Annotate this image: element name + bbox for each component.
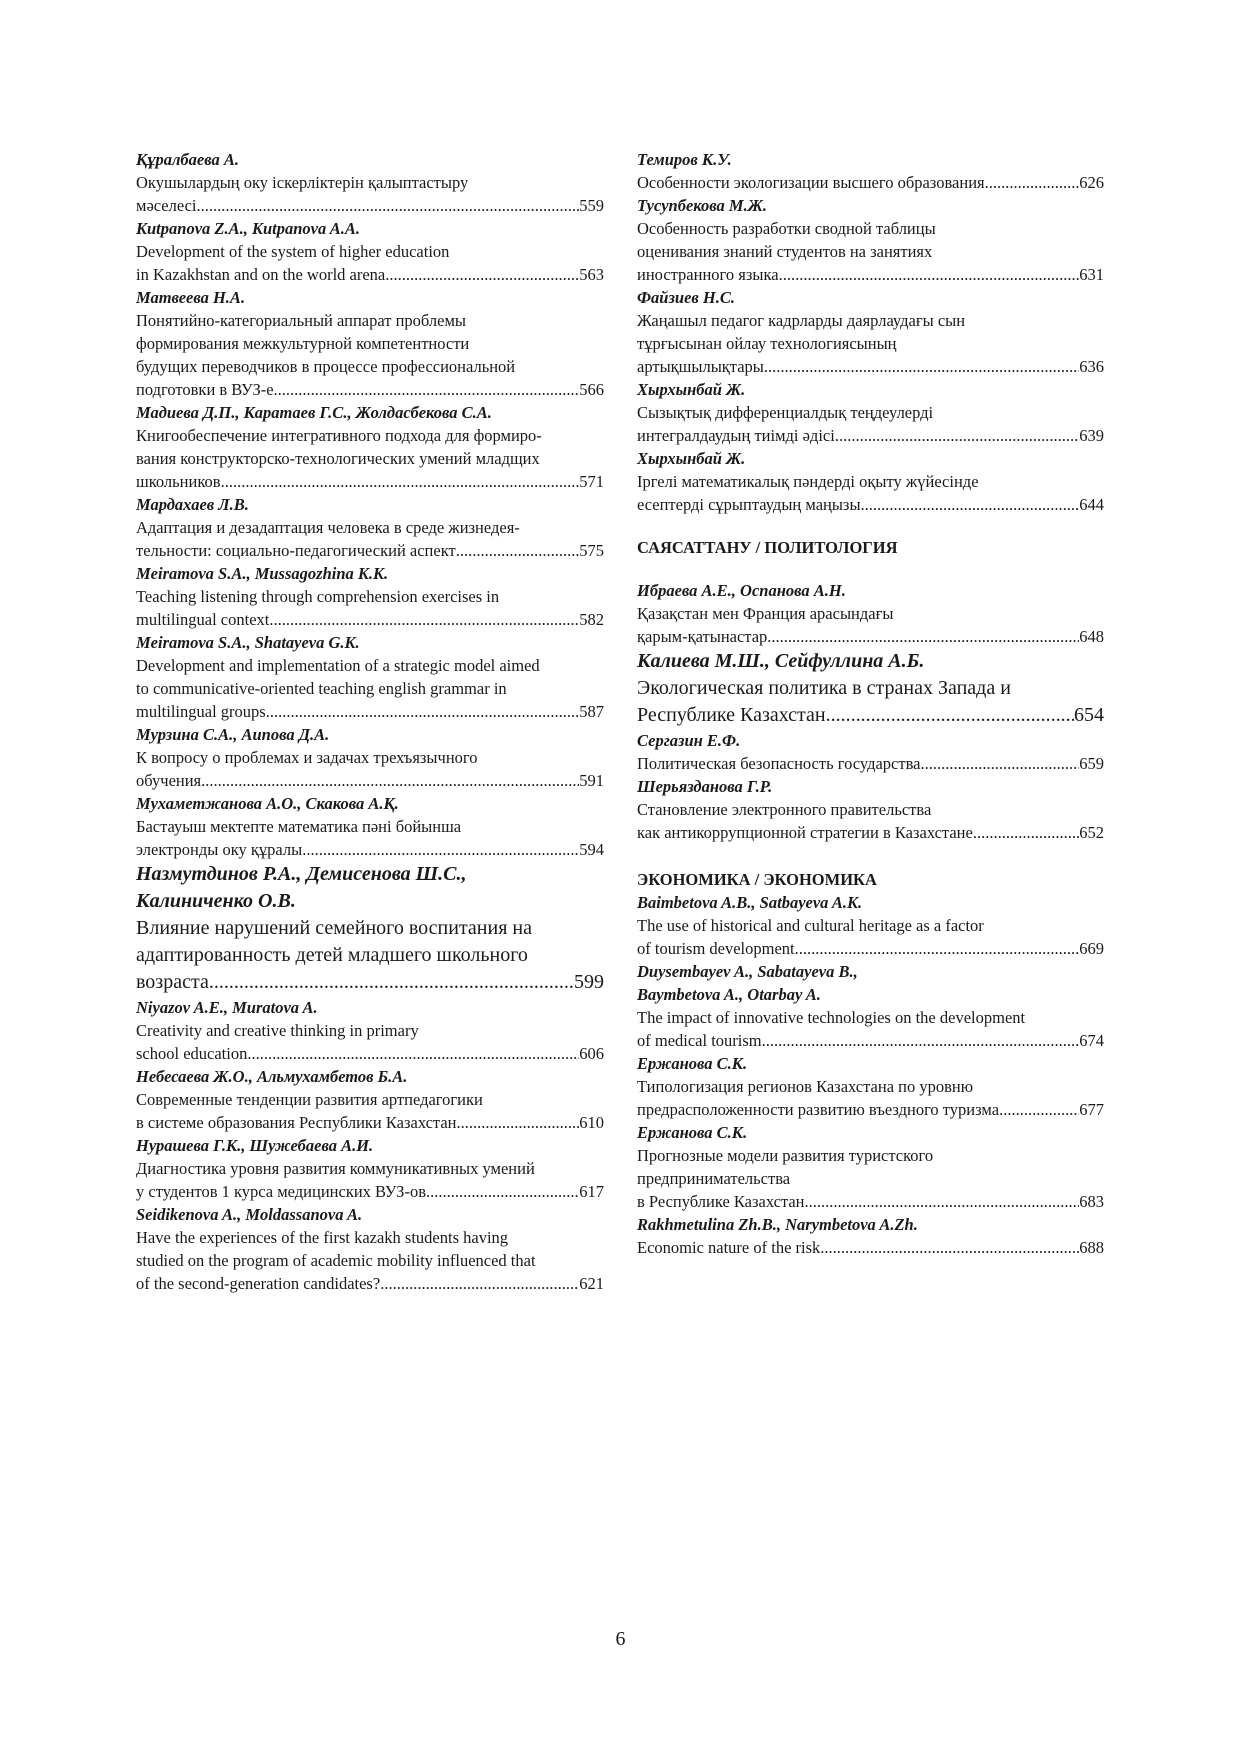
entry-page-number: 644 (1079, 495, 1104, 514)
toc-entry (637, 148, 1104, 194)
entry-title-line: multilingual context (136, 610, 270, 629)
toc-entry (136, 286, 604, 401)
dot-leader (795, 937, 1080, 960)
entry-page-number: 636 (1079, 357, 1104, 376)
entry-authors: Seidikenova A., Moldassanova A. (136, 1205, 363, 1224)
entry-page-number: 610 (579, 1113, 604, 1132)
entry-title-line: Economic nature of the risk (637, 1238, 821, 1257)
entry-page-number: 677 (1079, 1100, 1104, 1119)
entry-page-number: 688 (1079, 1238, 1104, 1257)
entry-title-line: тұрғысынан ойлау технологиясының (637, 334, 897, 353)
entry-authors: Шерьязданова Г.Р. (637, 777, 773, 796)
entry-title-last-line (136, 263, 604, 286)
entry-title-line: интегралдаудың тиімді әдісі (637, 426, 835, 445)
entry-title-line: подготовки в ВУЗ-е (136, 380, 274, 399)
entry-authors: Baimbetova A.B., Satbayeva A.K. (637, 893, 863, 912)
entry-title-line: Teaching listening through comprehension exercises in (136, 587, 500, 606)
entry-authors: Калиева М.Ш., Сейфуллина А.Б. (637, 650, 925, 672)
entry-authors: Құралбаева А. (136, 150, 239, 169)
dot-leader (385, 263, 579, 286)
entry-title-line: Қазақстан мен Франция арасындағы (637, 604, 894, 623)
entry-authors: Kutpanova Z.A., Kutpanova A.A. (136, 219, 361, 238)
dot-leader (973, 821, 1079, 844)
dot-leader (779, 263, 1080, 286)
toc-entry (637, 579, 1104, 648)
toc-entry (136, 792, 604, 861)
entry-title-last-line (136, 1180, 604, 1203)
dot-leader (762, 1029, 1080, 1052)
entry-authors: Мадиева Д.П., Каратаев Г.С., Жолдасбекова С.А. (136, 403, 492, 422)
entry-authors: Хырхынбай Ж. (637, 449, 746, 468)
entry-title-last-line (637, 752, 1104, 775)
dot-leader (209, 969, 574, 996)
entry-title-line: of medical tourism (637, 1031, 762, 1050)
entry-title-line: Development of the system of higher education (136, 242, 450, 261)
entry-authors: Baymbetova A., Otarbay A. (637, 985, 821, 1004)
dot-leader (426, 1180, 579, 1203)
entry-title-line: қарым-қатынастар (637, 627, 768, 646)
toc-entry (637, 1052, 1104, 1121)
entry-page-number: 594 (579, 840, 604, 859)
toc-entry (136, 493, 604, 562)
entry-authors: Нурашева Г.К., Шужебаева А.И. (136, 1136, 374, 1155)
dot-leader (826, 702, 1074, 729)
dot-leader (274, 378, 580, 401)
entry-authors: Ибраева А.Е., Оспанова А.Н. (637, 581, 846, 600)
entry-title-last-line (136, 608, 604, 631)
entry-title-last-line (637, 702, 1104, 729)
entry-title-last-line (637, 424, 1104, 447)
entry-title-last-line (136, 700, 604, 723)
entry-title-line: Адаптация и дезадаптация человека в среде жизнедея- (136, 518, 520, 537)
entry-title-line: обучения (136, 771, 202, 790)
entry-title-last-line (136, 838, 604, 861)
entry-title-last-line (637, 821, 1104, 844)
entry-title-last-line (637, 1029, 1104, 1052)
entry-title-line: Понятийно-категориальный аппарат проблемы (136, 311, 466, 330)
entry-authors: Файзиев Н.С. (637, 288, 735, 307)
entry-title-line: The impact of innovative technologies on the development (637, 1008, 1026, 1027)
entry-title-line: Creativity and creative thinking in primary (136, 1021, 419, 1040)
toc-entry (136, 562, 604, 631)
toc-entry (637, 648, 1104, 729)
dot-leader (920, 752, 1079, 775)
dot-leader (456, 539, 580, 562)
entry-title-last-line (637, 937, 1104, 960)
entry-title-last-line (136, 1042, 604, 1065)
entry-title-last-line (637, 1190, 1104, 1213)
entry-title-last-line (136, 194, 604, 217)
entry-authors: Ержанова С.К. (637, 1123, 748, 1142)
entry-authors: Темиров К.У. (637, 150, 732, 169)
section-heading-economics: ЭКОНОМИКА / ЭКОНОМИКА (637, 870, 877, 889)
entry-authors: Хырхынбай Ж. (637, 380, 746, 399)
entry-page-number: 654 (1074, 704, 1104, 726)
entry-title-last-line (637, 355, 1104, 378)
entry-title-line: будущих переводчиков в процессе профессиональной (136, 357, 516, 376)
toc-entry (136, 996, 604, 1065)
toc-entry (637, 775, 1104, 844)
section-heading-politics: САЯСАТТАНУ / ПОЛИТОЛОГИЯ (637, 538, 898, 557)
entry-authors: Meiramova S.A., Mussagozhina K.K. (136, 564, 389, 583)
entry-authors: Тусупбекова М.Ж. (637, 196, 767, 215)
entry-title-line: Диагностика уровня развития коммуникативных умений (136, 1159, 535, 1178)
toc-entry (637, 729, 1104, 775)
entry-authors: Мухаметжанова А.О., Скакова А.Қ. (136, 794, 399, 813)
entry-authors: Ержанова С.К. (637, 1054, 748, 1073)
toc-entry (136, 1065, 604, 1134)
entry-authors: Калиниченко О.В. (136, 890, 296, 912)
entry-title-last-line (136, 1272, 604, 1295)
entry-title-last-line (637, 1236, 1104, 1259)
entry-title-last-line (136, 1111, 604, 1134)
entry-page-number: 575 (579, 541, 604, 560)
entry-authors: Duysembayev A., Sabatayeva B., (637, 962, 858, 981)
entry-page-number: 582 (579, 610, 604, 629)
entry-title-line: в Республике Казахстан (637, 1192, 805, 1211)
dot-leader (835, 424, 1079, 447)
entry-title-line: Прогнозные модели развития туристского (637, 1146, 934, 1165)
entry-title-line: multilingual groups (136, 702, 266, 721)
entry-title-line: Книгообеспечение интегративного подхода для формиро- (136, 426, 542, 445)
entry-title-line: у студентов 1 курса медицинских ВУЗ-ов (136, 1182, 426, 1201)
entry-page-number: 631 (1079, 265, 1104, 284)
entry-page-number: 599 (574, 971, 604, 993)
section-politics-entries (637, 579, 1104, 844)
entry-title-line: как антикоррупционной стратегии в Казахстане (637, 823, 973, 842)
entry-title-line: Окушылардың оку іскерліктерін қалыптастыру (136, 173, 469, 192)
entry-title-line: тельности: социально-педагогический аспект (136, 541, 456, 560)
dot-leader (985, 171, 1080, 194)
entry-authors: Мурзина С.А., Аипова Д.А. (136, 725, 330, 744)
entry-title-line: Особенности экологизации высшего образования (637, 173, 985, 192)
toc-left-column (136, 148, 604, 1295)
entry-title-last-line (136, 470, 604, 493)
toc-entry (637, 1213, 1104, 1259)
entry-title-line: Современные тенденции развития артпедагогики (136, 1090, 483, 1109)
dot-leader (457, 1111, 580, 1134)
entry-title-line: есептерді сұрыптаудың маңызы (637, 495, 861, 514)
entry-title-line: предпринимательства (637, 1169, 791, 1188)
entry-page-number: 559 (579, 196, 604, 215)
toc-entry (637, 378, 1104, 447)
entry-title-line: The use of historical and cultural heritage as a factor (637, 916, 984, 935)
dot-leader (764, 355, 1079, 378)
dot-leader (767, 625, 1079, 648)
entry-title-line: studied on the program of academic mobility influenced that (136, 1251, 536, 1270)
dot-leader (380, 1272, 579, 1295)
entry-authors: Назмутдинов Р.А., Демисенова Ш.С., (136, 863, 467, 885)
entry-authors: Небесаева Ж.О., Альмухамбетов Б.А. (136, 1067, 408, 1086)
entry-title-line: школьников (136, 472, 221, 491)
entry-title-line: возраста (136, 971, 209, 993)
entry-title-line: формирования межкультурной компетентности (136, 334, 470, 353)
entry-page-number: 563 (579, 265, 604, 284)
entry-title-line: мәселесі (136, 196, 197, 215)
entry-authors: Мардахаев Л.В. (136, 495, 249, 514)
section-economics-entries (637, 891, 1104, 1259)
toc-entry (136, 401, 604, 493)
entry-title-last-line (136, 378, 604, 401)
entry-page-number: 617 (579, 1182, 604, 1201)
entry-title-last-line (136, 969, 604, 996)
entry-title-line: в системе образования Республики Казахстан (136, 1113, 457, 1132)
entry-title-line: вания конструкторско-технологических умений младщих (136, 449, 540, 468)
entry-title-line: Особенность разработки сводной таблицы (637, 219, 936, 238)
entry-authors: Rakhmetulina Zh.B., Narymbetova A.Zh. (637, 1215, 918, 1234)
entry-page-number: 659 (1079, 754, 1104, 773)
dot-leader (197, 194, 580, 217)
dot-leader (266, 700, 580, 723)
entry-page-number: 648 (1079, 627, 1104, 646)
entry-title-line: Have the experiences of the first kazakh students having (136, 1228, 509, 1247)
dot-leader (201, 769, 579, 792)
toc-entry (136, 1203, 604, 1295)
entry-title-line: адаптированность детей младшего школьного (136, 944, 528, 966)
toc-entry (637, 194, 1104, 286)
entry-title-line: Экологическая политика в странах Запада и (637, 677, 1011, 699)
entry-title-line: Политическая безопасность государства (637, 754, 921, 773)
entry-title-line: Типологизация регионов Казахстана по уровню (637, 1077, 974, 1096)
dot-leader (247, 1042, 579, 1065)
entry-page-number: 674 (1079, 1031, 1104, 1050)
entry-authors: Матвеева Н.А. (136, 288, 246, 307)
dot-leader (805, 1190, 1080, 1213)
entry-title-line: Влияние нарушений семейного воспитания на (136, 917, 532, 939)
toc-right-entries (637, 148, 1104, 516)
entry-title-line: Жаңашыл педагог кадрларды даярлаудағы сын (637, 311, 966, 330)
entry-title-line: оценивания знаний студентов на занятиях (637, 242, 933, 261)
dot-leader (221, 470, 580, 493)
entry-page-number: 626 (1079, 173, 1104, 192)
toc-right-column (637, 148, 1104, 1259)
dot-leader (861, 493, 1080, 516)
entry-page-number: 587 (579, 702, 604, 721)
entry-page-number: 591 (579, 771, 604, 790)
entry-title-last-line (637, 1098, 1104, 1121)
entry-title-line: предрасположенности развитию въездного туризма (637, 1100, 1000, 1119)
toc-entry (136, 861, 604, 996)
entry-title-line: Іргелі математикалық пәндерді оқыту жүйесінде (637, 472, 979, 491)
entry-title-last-line (136, 769, 604, 792)
entry-page-number: 621 (579, 1274, 604, 1293)
dot-leader (820, 1236, 1079, 1259)
entry-title-line: Development and implementation of a strategic model aimed (136, 656, 540, 675)
entry-title-line: иностранного языка (637, 265, 779, 284)
entry-authors: Meiramova S.A., Shatayeva G.K. (136, 633, 360, 652)
dot-leader (999, 1098, 1079, 1121)
entry-title-line: К вопросу о проблемах и задачах трехъязычного (136, 748, 478, 767)
toc-entry (136, 723, 604, 792)
toc-entry (136, 148, 604, 217)
dot-leader (302, 838, 579, 861)
entry-page-number: 566 (579, 380, 604, 399)
entry-title-line: of tourism development (637, 939, 795, 958)
entry-title-line: Республике Казахстан (637, 704, 826, 726)
entry-title-last-line (637, 625, 1104, 648)
page-number: 6 (615, 1628, 626, 1650)
entry-page-number: 571 (579, 472, 604, 491)
entry-title-line: Сызықтық дифференциалдық теңдеулерді (637, 403, 934, 422)
entry-authors: Niyazov A.E., Muratova A. (136, 998, 318, 1017)
entry-title-line: to communicative-oriented teaching english grammar in (136, 679, 507, 698)
entry-title-last-line (136, 539, 604, 562)
entry-title-line: Становление электронного правительства (637, 800, 932, 819)
section-economics (637, 868, 1104, 1259)
entry-page-number: 683 (1079, 1192, 1104, 1211)
toc-entry (136, 217, 604, 286)
entry-title-last-line (637, 493, 1104, 516)
entry-title-line: of the second-generation candidates? (136, 1274, 381, 1293)
section-politics (637, 536, 1104, 844)
entry-authors: Сергазин Е.Ф. (637, 731, 741, 750)
toc-entry (136, 631, 604, 723)
toc-entry (637, 447, 1104, 516)
toc-entry (637, 891, 1104, 960)
entry-title-line: артықшылықтары (637, 357, 764, 376)
entry-page-number: 652 (1079, 823, 1104, 842)
toc-entry (637, 1121, 1104, 1213)
entry-title-last-line (637, 171, 1104, 194)
entry-title-line: Бастауыш мектепте математика пәні бойынша (136, 817, 462, 836)
entry-title-line: in Kazakhstan and on the world arena (136, 265, 386, 284)
toc-entry (637, 960, 1104, 1052)
entry-page-number: 606 (579, 1044, 604, 1063)
entry-page-number: 639 (1079, 426, 1104, 445)
entry-page-number: 669 (1079, 939, 1104, 958)
dot-leader (269, 608, 579, 631)
entry-title-line: school education (136, 1044, 248, 1063)
entry-title-last-line (637, 263, 1104, 286)
entry-title-line: электронды оку құралы (136, 840, 303, 859)
toc-entry (637, 286, 1104, 378)
toc-entry (136, 1134, 604, 1203)
